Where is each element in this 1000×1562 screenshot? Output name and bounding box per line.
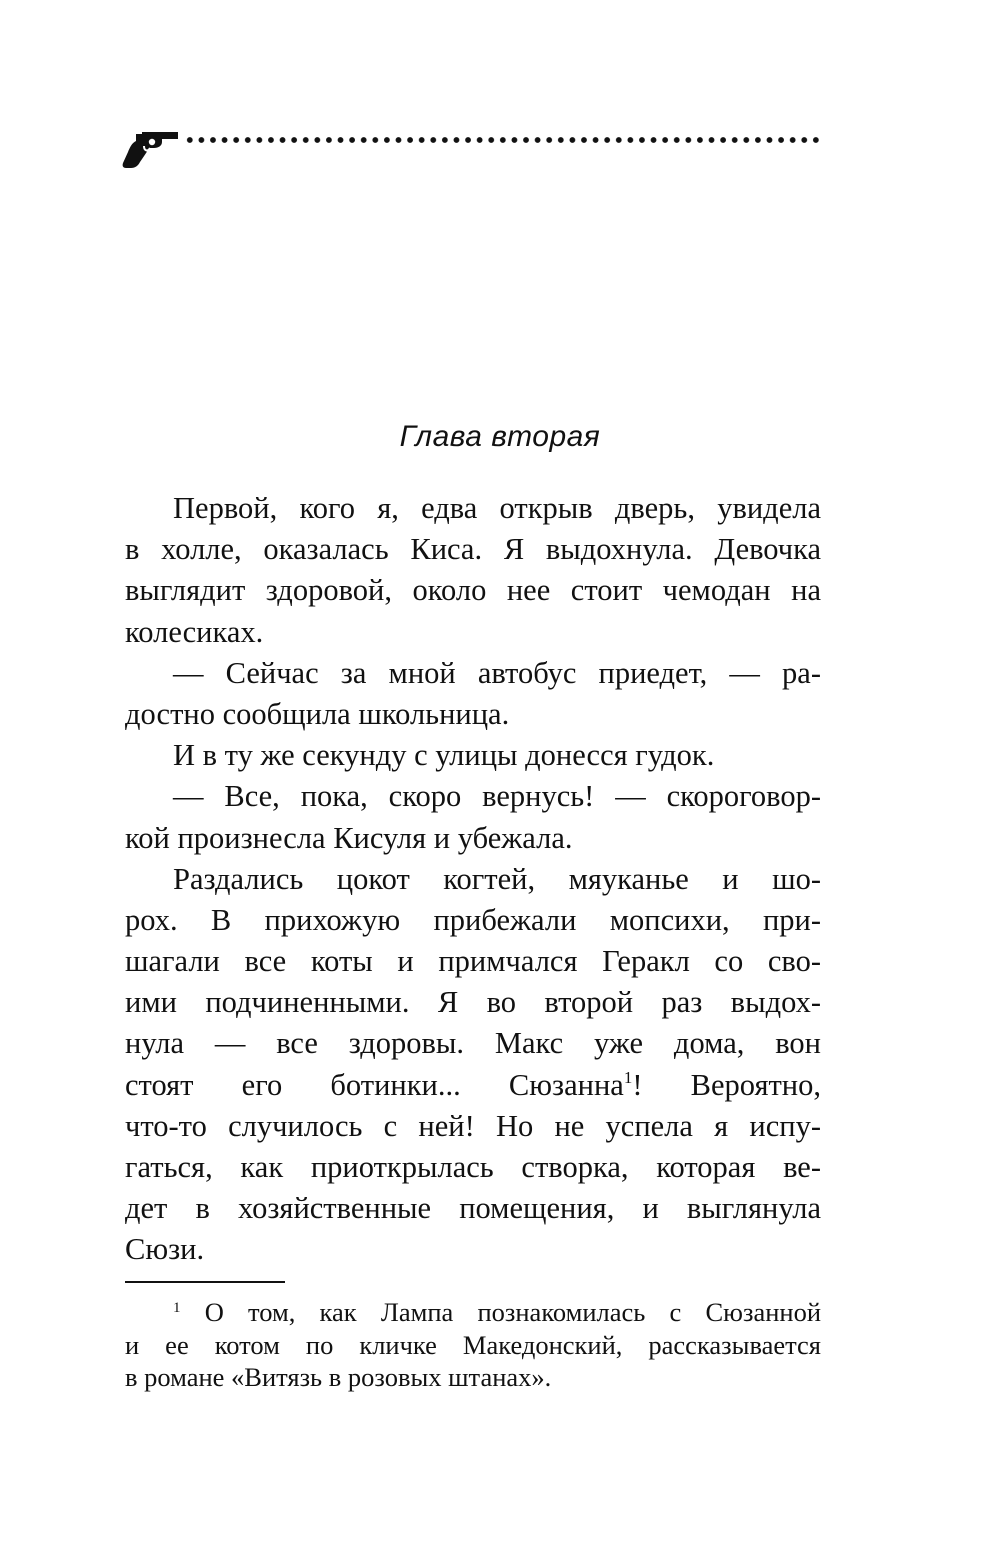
dotted-rule bbox=[184, 136, 824, 144]
text-line: колесиках. bbox=[125, 614, 264, 649]
text-line: — Все, пока, скоро вернусь! — скороговор- bbox=[173, 779, 821, 814]
footnote-marker: 1 bbox=[173, 1300, 181, 1316]
text-line: Раздались цокот когтей, мяуканье и шо- bbox=[173, 861, 821, 896]
text-line: Первой, кого я, едва открыв дверь, увидела bbox=[173, 491, 821, 525]
chapter-title: Глава вторая bbox=[399, 420, 601, 453]
text-line: что-то случилось с ней! Но не успела я испу- bbox=[125, 1108, 821, 1143]
footnote bbox=[125, 1296, 821, 1394]
text-line: — Сейчас за мной автобус приедет, — ра- bbox=[173, 655, 821, 690]
text-line: нула — все здоровы. Макс уже дома, вон bbox=[125, 1026, 821, 1061]
text-fragment: О том, как Лампа познакомилась с Сюзанной bbox=[204, 1297, 822, 1327]
text-line: дет в хозяйственные помещения, и выглянула bbox=[125, 1191, 821, 1226]
footnote-line: и ее котом по кличке Македонский, рассказывается bbox=[125, 1329, 821, 1360]
text-line: кой произнесла Кисуля и убежала. bbox=[125, 820, 573, 855]
chapter-body bbox=[125, 488, 821, 1271]
text-line: ими подчиненными. Я во второй раз выдох- bbox=[125, 985, 821, 1020]
footnote-reference: 1 bbox=[623, 1067, 633, 1087]
footnote-line bbox=[125, 1296, 821, 1329]
text-line: гаться, как приоткрылась створка, которая ве- bbox=[125, 1150, 821, 1184]
header-ornament bbox=[122, 128, 824, 170]
revolver-icon bbox=[122, 128, 180, 170]
text-line: выглядит здоровой, около нее стоит чемодан на bbox=[125, 573, 821, 608]
text-line: достно сообщила школьница. bbox=[125, 696, 510, 731]
text-line: И в ту же секунду с улицы донесся гудок. bbox=[173, 738, 715, 773]
text-line: шагали все коты и примчался Геракл со сво- bbox=[125, 944, 821, 979]
text-line: рох. В прихожую прибежали мопсихи, при- bbox=[125, 902, 821, 937]
text-line: в холле, оказалась Киса. Я выдохнула. Девочка bbox=[125, 532, 821, 567]
footnote-divider bbox=[125, 1281, 285, 1283]
text-fragment: ! Вероятно, bbox=[632, 1067, 821, 1102]
text-line: Сюзи. bbox=[125, 1232, 205, 1267]
text-line bbox=[125, 1065, 821, 1106]
text-fragment: стоят его ботинки... Сюзанна bbox=[125, 1067, 624, 1102]
footnote-line: в романе «Витязь в розовых штанах». bbox=[125, 1362, 552, 1392]
